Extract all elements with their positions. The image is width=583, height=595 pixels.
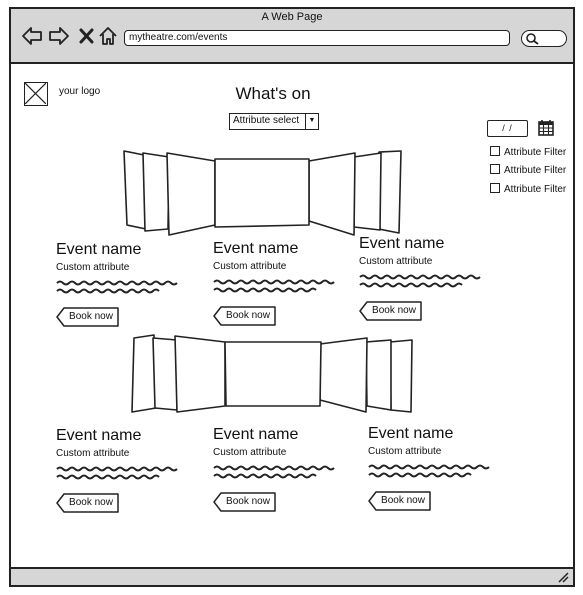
logo-text: your logo <box>59 86 101 97</box>
carousel-slide <box>366 340 391 410</box>
carousel-slide <box>167 153 215 235</box>
event-carousel[interactable] <box>129 332 414 416</box>
event-name[interactable]: Event name <box>359 235 445 252</box>
event-description-placeholder <box>56 279 184 295</box>
checkbox[interactable] <box>490 164 500 174</box>
event-card <box>213 426 353 512</box>
browser-search-button[interactable] <box>521 30 567 47</box>
attribute-filter-label: Attribute Filter <box>504 184 567 195</box>
event-name[interactable]: Event name <box>213 426 299 443</box>
event-card <box>56 427 196 513</box>
book-now-button[interactable] <box>368 491 432 511</box>
carousel-slide <box>379 151 401 233</box>
event-attribute: Custom attribute <box>56 448 130 459</box>
page-title: What's on <box>235 84 311 103</box>
event-name[interactable]: Event name <box>213 240 299 257</box>
event-name[interactable]: Event name <box>56 427 142 444</box>
book-now-button[interactable] <box>213 492 277 512</box>
close-icon[interactable] <box>76 25 98 47</box>
book-now-label: Book now <box>372 305 416 316</box>
url-input[interactable]: mytheatre.com/events <box>124 30 510 46</box>
carousel-slide <box>175 336 225 412</box>
event-name[interactable]: Event name <box>368 425 454 442</box>
event-description-placeholder <box>56 465 184 481</box>
attribute-filter-checkbox[interactable] <box>490 165 566 179</box>
browser-window <box>9 7 575 587</box>
carousel-main-slide <box>225 342 321 406</box>
carousel-slide <box>153 338 177 410</box>
chevron-down-icon[interactable]: ▼ <box>305 114 318 129</box>
checkbox[interactable] <box>490 183 500 193</box>
calendar-icon[interactable] <box>538 119 554 141</box>
attribute-filter-label: Attribute Filter <box>504 147 567 158</box>
event-attribute: Custom attribute <box>213 261 287 272</box>
book-now-button[interactable] <box>56 493 120 513</box>
book-now-button[interactable] <box>213 306 277 326</box>
resize-grip-icon[interactable] <box>557 571 569 583</box>
book-now-label: Book now <box>69 311 113 322</box>
forward-arrow-icon[interactable] <box>48 25 70 47</box>
event-card <box>213 240 353 326</box>
book-now-button[interactable] <box>56 307 120 327</box>
carousel-slide <box>354 153 381 230</box>
carousel-slide <box>320 338 367 412</box>
carousel-slide <box>143 153 169 231</box>
book-now-label: Book now <box>69 497 113 508</box>
event-attribute: Custom attribute <box>359 256 433 267</box>
date-input[interactable]: / / <box>487 120 528 137</box>
attribute-filter-label: Attribute Filter <box>504 165 567 176</box>
browser-statusbar <box>11 567 573 585</box>
browser-titlebar <box>11 9 573 64</box>
attribute-filter-checkbox[interactable] <box>490 184 566 198</box>
event-description-placeholder <box>368 463 496 479</box>
event-card <box>368 425 508 511</box>
book-now-label: Book now <box>226 496 270 507</box>
logo-image <box>24 82 48 106</box>
event-description-placeholder <box>213 464 341 480</box>
search-icon <box>525 32 539 46</box>
event-card <box>359 235 499 321</box>
event-card <box>56 241 196 327</box>
checkbox[interactable] <box>490 146 500 156</box>
event-carousel[interactable] <box>119 147 404 239</box>
event-attribute: Custom attribute <box>368 446 442 457</box>
carousel-slide <box>309 153 355 235</box>
book-now-label: Book now <box>381 495 425 506</box>
carousel-main-slide <box>215 159 309 227</box>
attribute-select-value: Attribute select <box>233 115 300 126</box>
event-attribute: Custom attribute <box>56 262 130 273</box>
attribute-filter-checkbox[interactable] <box>490 147 566 161</box>
book-now-label: Book now <box>226 310 270 321</box>
event-description-placeholder <box>213 278 341 294</box>
home-icon[interactable] <box>97 25 119 47</box>
carousel-slide <box>390 340 412 412</box>
carousel-slide <box>132 335 156 412</box>
event-name[interactable]: Event name <box>56 241 142 258</box>
event-description-placeholder <box>359 273 487 289</box>
event-attribute: Custom attribute <box>213 447 287 458</box>
back-arrow-icon[interactable] <box>21 25 43 47</box>
attribute-select[interactable] <box>229 113 319 130</box>
book-now-button[interactable] <box>359 301 423 321</box>
window-title: A Web Page <box>261 11 323 23</box>
